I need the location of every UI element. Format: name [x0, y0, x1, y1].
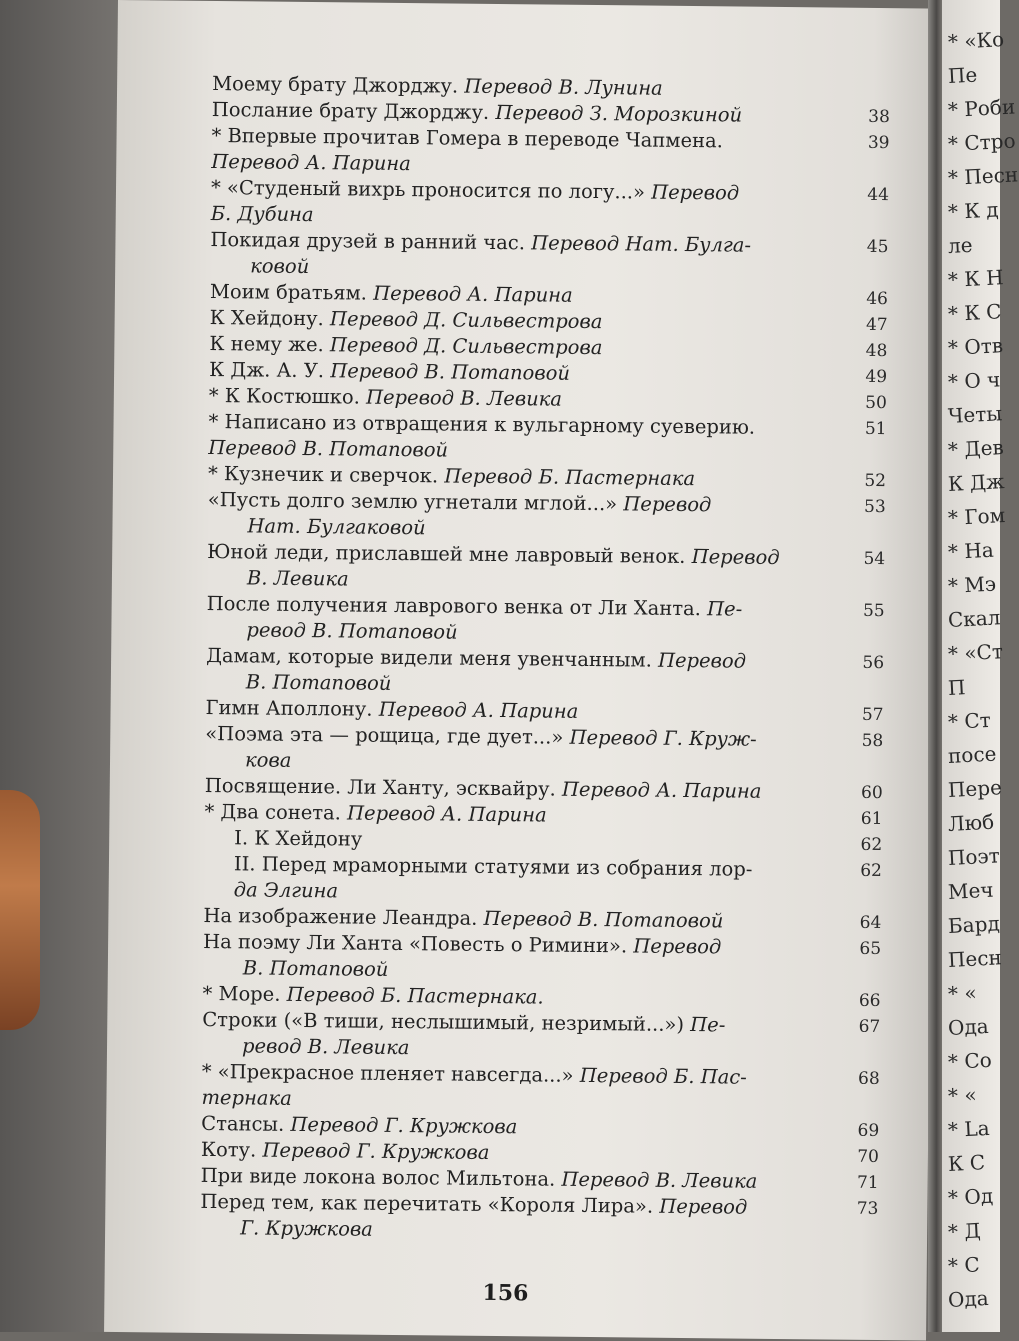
toc-entry-page: 52 — [864, 470, 887, 492]
toc-entry-translator: Перевод А. Парина — [378, 697, 579, 723]
book-page — [104, 0, 940, 1341]
toc-entry-title: Стансы. — [201, 1111, 285, 1136]
toc-entry-continuation: Перевод А. Парина — [211, 149, 411, 176]
toc-entry-continuation: кова — [244, 748, 292, 772]
next-page-fragment: * Со — [947, 1047, 993, 1074]
copper-object — [0, 790, 40, 1030]
toc-entry-title: * Написано из отвращения к вульгарному суеверию. — [208, 409, 756, 439]
next-page-fragment: Ода — [947, 1013, 990, 1040]
toc-entry-continuation: ковой — [250, 254, 310, 279]
toc-entry-translator: Перевод Г. Кружкова — [262, 1138, 490, 1164]
toc-entry-translator: Перевод З. Морозкиной — [495, 100, 743, 127]
toc-entry-translator: Перевод Г. Кружкова — [290, 1112, 518, 1139]
next-page-edge — [942, 0, 1019, 1332]
toc-entry-translator: Перевод — [659, 1194, 748, 1219]
toc-entry-title: * «Студеный вихрь проносится по логу...» — [210, 175, 646, 204]
toc-entry-translator: Перевод Г. Круж- — [569, 725, 757, 751]
toc-entry — [204, 851, 883, 910]
next-page-fragment: * Роби — [947, 94, 1016, 122]
next-page-fragment: * «Ст — [947, 639, 1004, 666]
toc-entry — [200, 1189, 879, 1248]
toc-entry-page: 73 — [856, 1198, 879, 1220]
toc-entry-page: 61 — [860, 808, 883, 830]
toc-entry — [205, 721, 884, 780]
toc-entry-continuation: Б. Дубина — [210, 201, 314, 227]
next-page-fragment: Люб — [947, 809, 995, 836]
toc-entry-title: * Впервые прочитав Гомера в переводе Чапмена. — [211, 123, 724, 153]
next-page-fragment: * Песн — [947, 162, 1019, 190]
toc-entry-translator: Перевод Д. Сильвестрова — [329, 307, 603, 334]
toc-entry-title: I. К Хейдону — [234, 826, 363, 851]
book-gutter — [928, 0, 942, 1332]
next-page-fragment: * К д — [947, 197, 1000, 224]
toc-entry-page: 64 — [859, 912, 882, 934]
next-page-fragment: * « — [947, 980, 978, 1006]
toc-entry-translator: Перевод В. Потаповой — [330, 359, 571, 385]
toc-entry — [207, 487, 886, 546]
toc-entry-title: II. Перед мраморными статуями из собрания лор- — [233, 852, 753, 881]
next-page-fragment: * « — [947, 1082, 978, 1108]
toc-entry-continuation: ревод В. Левика — [241, 1034, 410, 1060]
toc-entry-page: 51 — [864, 418, 887, 440]
next-page-fragment: Бард — [947, 911, 1001, 938]
toc-entry-title: * Два сонета. — [204, 799, 342, 825]
toc-entry-translator: Перевод — [691, 545, 780, 569]
toc-entry-page: 44 — [867, 184, 890, 206]
toc-entry-translator: Перевод А. Парина — [347, 801, 547, 827]
toc-entry-page: 53 — [863, 496, 886, 518]
next-page-fragment: * «Ко — [947, 27, 1005, 54]
toc-entry-page: 62 — [860, 860, 883, 882]
next-page-fragment: П — [947, 675, 967, 700]
toc-entry-continuation: Перевод В. Потаповой — [208, 435, 449, 462]
next-page-fragment: * О ч — [947, 367, 1001, 394]
toc-entry-translator: Пе- — [706, 597, 743, 621]
toc-entry-page: 60 — [860, 782, 883, 804]
toc-entry-continuation: В. Потаповой — [245, 670, 392, 695]
next-page-fragment: К С — [947, 1150, 986, 1176]
toc-entry-title: К нему же. — [209, 331, 324, 357]
toc-entry-page: 45 — [866, 236, 889, 258]
toc-entry-page: 68 — [857, 1068, 880, 1090]
toc-entry-page: 62 — [860, 834, 883, 856]
toc-entry-page: 55 — [862, 600, 885, 622]
toc-entry-continuation: Нат. Булгаковой — [247, 514, 426, 540]
toc-entry-page: 66 — [858, 990, 881, 1012]
toc-entry-page: 65 — [859, 938, 882, 960]
toc-entry — [201, 1059, 880, 1118]
toc-entry-title: На поэму Ли Ханта «Повесть о Римини». — [203, 929, 628, 958]
toc-entry-page: 56 — [862, 652, 885, 674]
toc-entry-title: Дамам, которые видели меня увенчанным. — [206, 643, 652, 672]
toc-entry-translator: Пе- — [690, 1013, 726, 1037]
toc-entry-title: Гимн Аполлону. — [205, 695, 373, 721]
toc-entry-translator: Перевод Б. Пас- — [579, 1063, 747, 1089]
toc-entry-title: * Море. — [202, 981, 281, 1006]
toc-entry-continuation: ревод В. Потаповой — [246, 618, 458, 644]
toc-entry-translator: Перевод — [651, 180, 740, 205]
next-page-fragment: Четы — [947, 401, 1003, 428]
toc-entry-title: После получения лаврового венка от Ли Ханта. — [206, 591, 702, 621]
next-page-fragment: Пе — [947, 62, 978, 88]
toc-entry-page: 48 — [865, 340, 888, 362]
toc-entry-title: Моим братьям. — [209, 279, 368, 305]
toc-entry-title: * К Костюшко. — [208, 383, 360, 409]
toc-entry-translator: Перевод В. Левика — [561, 1167, 758, 1193]
toc-entry-page: 46 — [866, 288, 889, 310]
toc-entry — [210, 175, 890, 234]
toc-entry — [207, 539, 886, 598]
toc-entry-title: Коту. — [200, 1137, 257, 1162]
toc-entry-title: Посвящение. Ли Ханту, эсквайру. — [204, 773, 556, 801]
next-page-fragment: посе — [947, 741, 997, 768]
next-page-fragment: * К С — [947, 299, 1003, 326]
toc-entry-title: «Поэма эта — рощица, где дует...» — [205, 721, 564, 749]
toc-entry-translator: Перевод Б. Пастернака — [444, 464, 696, 491]
toc-entry — [210, 227, 889, 286]
next-page-fragment: ле — [947, 232, 974, 258]
toc-entry-translator: Перевод — [633, 934, 722, 959]
next-page-fragment: * Од — [947, 1183, 994, 1210]
toc-entry-translator: Перевод Б. Пастернака. — [286, 982, 544, 1009]
toc-entry-title: Моему брату Джорджу. — [212, 71, 459, 98]
toc-entry-title: * «Прекрасное пленяет навсегда...» — [201, 1059, 574, 1087]
toc-entry-translator: Перевод В. Левика — [365, 385, 563, 411]
toc-entry-page: 69 — [857, 1120, 880, 1142]
toc-entry-title: Покидая друзей в ранний час. — [210, 227, 526, 255]
toc-entry-page: 50 — [865, 392, 887, 414]
toc-entry — [211, 123, 890, 182]
toc-entry-page: 67 — [858, 1016, 881, 1038]
toc-entry-translator: Перевод Нат. Булга- — [531, 231, 752, 257]
table-of-contents — [200, 71, 890, 1248]
toc-entry-continuation: В. Левика — [246, 566, 349, 591]
toc-entry-title: На изображение Леандра. — [203, 903, 478, 930]
toc-entry-title: * Кузнечик и сверчок. — [207, 461, 439, 488]
next-page-fragment: * Отв — [947, 333, 1004, 360]
next-page-fragment: Скал — [947, 605, 1001, 632]
toc-entry-continuation: Г. Кружкова — [240, 1216, 373, 1241]
next-page-fragment: Ода — [947, 1285, 990, 1312]
next-page-fragment: * Стро — [947, 128, 1017, 156]
toc-entry-page: 39 — [867, 132, 890, 154]
next-page-fragment: Песн — [947, 945, 1003, 972]
toc-entry-page: 54 — [863, 548, 886, 570]
toc-entry-title: К Хейдону. — [209, 305, 324, 331]
toc-entry-title: Строки («В тиши, неслышимый, незримый...») — [202, 1007, 685, 1036]
toc-entry-translator: Перевод А. Парина — [561, 777, 762, 803]
toc-entry-translator: Перевод В. Потаповой — [483, 906, 724, 933]
toc-entry-continuation: тернака — [201, 1085, 292, 1110]
toc-entry-translator: Перевод — [623, 492, 712, 517]
toc-entry-page: 38 — [868, 106, 890, 128]
toc-entry-translator: Перевод Д. Сильвестрова — [329, 333, 603, 360]
toc-entry — [206, 643, 885, 702]
toc-entry-page: 71 — [856, 1172, 879, 1194]
page-number: 156 — [482, 1279, 529, 1307]
toc-entry-continuation: да Элгина — [233, 878, 339, 903]
toc-entry — [203, 929, 882, 988]
toc-entry-title: Послание брату Джорджу. — [211, 97, 490, 124]
next-page-fragment: * На — [947, 537, 995, 564]
toc-entry-page: 47 — [865, 314, 888, 336]
next-page-fragment: * Гом — [947, 503, 1006, 530]
next-page-fragment: К Дж — [947, 469, 1006, 496]
toc-entry-translator: Перевод А. Парина — [373, 281, 573, 307]
toc-entry-translator: Перевод В. Лунина — [464, 74, 663, 100]
toc-entry-title: Перед тем, как перечитать «Короля Лира». — [200, 1189, 654, 1218]
toc-entry-title: При виде локона волос Мильтона. — [200, 1163, 556, 1191]
toc-entry-page: 70 — [857, 1146, 880, 1168]
next-page-fragment: Поэт — [947, 843, 1001, 870]
next-page-fragment: * Мэ — [947, 571, 997, 598]
toc-entry-title: «Пусть долго землю угнетали мглой...» — [207, 487, 618, 516]
toc-entry-title: Юной леди, приславшей мне лавровый венок. — [207, 539, 686, 568]
next-page-fragment: * Д — [947, 1218, 982, 1244]
next-page-fragment: * La — [947, 1115, 991, 1142]
next-page-fragment: Меч — [947, 877, 995, 904]
next-page-fragment: * Дев — [947, 435, 1005, 462]
next-page-fragment: * К Н — [947, 265, 1005, 292]
next-page-fragment: * С — [947, 1252, 981, 1278]
toc-entry-continuation: В. Потаповой — [242, 956, 389, 981]
next-page-fragment: * Ст — [947, 707, 992, 734]
toc-entry — [202, 1007, 881, 1066]
toc-entry — [206, 591, 885, 650]
toc-entry-page: 49 — [865, 366, 888, 388]
toc-entry — [208, 409, 887, 468]
toc-entry-title: К Дж. А. У. — [209, 357, 325, 383]
toc-entry-translator: Перевод — [657, 648, 747, 673]
toc-entry-page: 57 — [861, 704, 884, 726]
next-page-fragment: Пере — [947, 775, 1003, 802]
toc-entry-page: 58 — [861, 730, 884, 752]
